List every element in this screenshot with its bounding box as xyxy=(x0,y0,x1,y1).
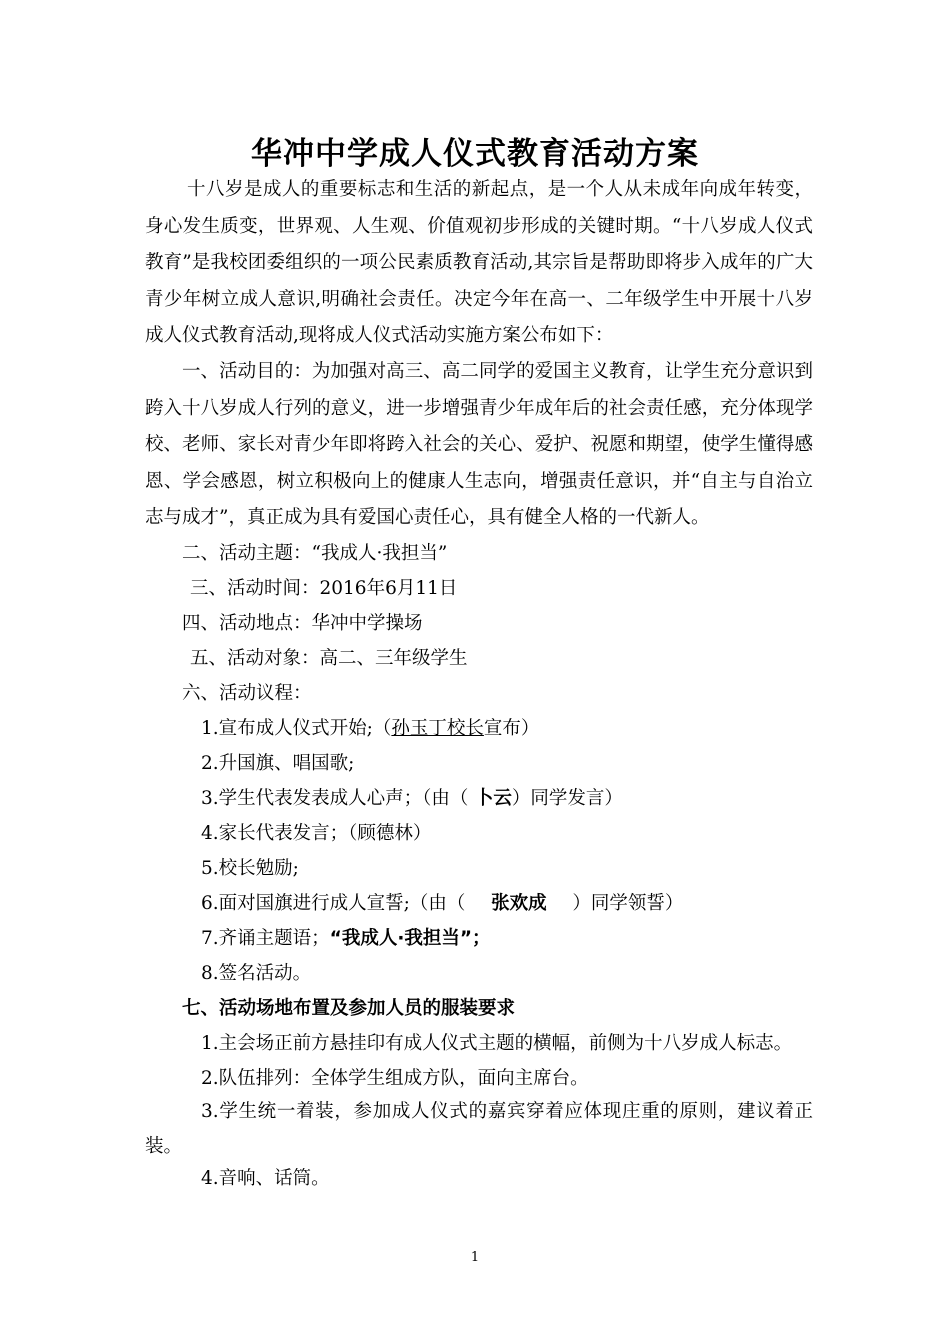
agenda-item-1-prefix: 1.宣布成人仪式开始;（ xyxy=(201,718,392,739)
agenda-item-6-suffix: ）同学领誓） xyxy=(572,893,684,914)
agenda-item-7 xyxy=(201,927,491,951)
theme-line: 二、活动主题：“我成人·我担当” xyxy=(182,543,448,564)
agenda-item-1 xyxy=(201,717,539,741)
agenda-item-7-prefix: 7.齐诵主题语； xyxy=(201,928,330,949)
document-title: 华冲中学成人仪式教育活动方案 xyxy=(251,136,699,172)
agenda-item-8: 8.签名活动。 xyxy=(201,963,312,984)
agenda-item-1-name: 孙玉丁校长 xyxy=(391,718,484,739)
section7-heading: 七、活动场地布置及参加人员的服装要求 xyxy=(182,998,516,1019)
agenda-item-4: 4.家长代表发言；（顾德林） xyxy=(201,823,432,844)
agenda-item-6-prefix: 6.面对国旗进行成人宣誓;（由（ xyxy=(201,893,466,914)
agenda-item-3 xyxy=(201,787,623,811)
place-line: 四、活动地点：华冲中学操场 xyxy=(182,613,423,634)
target-line: 五、活动对象：高二、三年级学生 xyxy=(190,648,468,669)
section7-item-2: 2.队伍排列：全体学生组成方队，面向主席台。 xyxy=(201,1068,589,1089)
agenda-item-7-slogan: “我成人·我担当”； xyxy=(329,928,491,949)
section7-item-4: 4.音响、话筒。 xyxy=(201,1168,330,1189)
intro-paragraph: 十八岁是成人的重要标志和生活的新起点，是一个人从未成年向成年转变，身心发生质变，世界观、人生观、价值观初步形成的关键时期。“十八岁成人仪式教育”是我校团委组织的一项公民素质教育活动,其宗旨是帮助即将步入成年的广大青少年树立成人意识,明确社会责任。决定今年在高一、二年级学生中开展十八岁成人仪式教育活动,现将成人仪式活动实施方案公布如下： xyxy=(145,179,813,346)
agenda-item-6 xyxy=(201,892,683,916)
purpose-paragraph: 一、活动目的：为加强对高三、高二同学的爱国主义教育，让学生充分意识到跨入十八岁成人行列的意义，进一步增强青少年成年后的社会责任感，充分体现学校、老师、家长对青少年即将跨入社会的关心、爱护、祝愿和期望，使学生懂得感恩、学会感恩，树立积极向上的健康人生志向，增强责任意识，并“自主与自治立志与成才”，真正成为具有爱国心责任心，具有健全人格的一代新人。 xyxy=(145,361,813,528)
agenda-item-1-suffix: 宣布） xyxy=(483,718,540,739)
agenda-item-3-suffix: ）同学发言） xyxy=(511,788,623,809)
section7-item-3: 3.学生统一着装，参加成人仪式的嘉宾穿着应体现庄重的原则，建议着正装。 xyxy=(145,1101,813,1157)
agenda-item-2: 2.升国旗、唱国歌; xyxy=(201,753,355,774)
page-number: 1 xyxy=(470,1250,480,1265)
agenda-item-6-name: 张欢成 xyxy=(465,893,573,914)
agenda-heading: 六、活动议程： xyxy=(182,683,312,704)
agenda-item-3-prefix: 3.学生代表发表成人心声；（由（ xyxy=(201,788,469,809)
time-line: 三、活动时间：2016年6月11日 xyxy=(190,578,458,599)
agenda-item-3-name: 卜云 xyxy=(468,788,512,809)
section7-item-1: 1.主会场正前方悬挂印有成人仪式主题的横幅，前侧为十八岁成人标志。 xyxy=(201,1033,793,1054)
agenda-item-5: 5.校长勉励; xyxy=(201,858,299,879)
